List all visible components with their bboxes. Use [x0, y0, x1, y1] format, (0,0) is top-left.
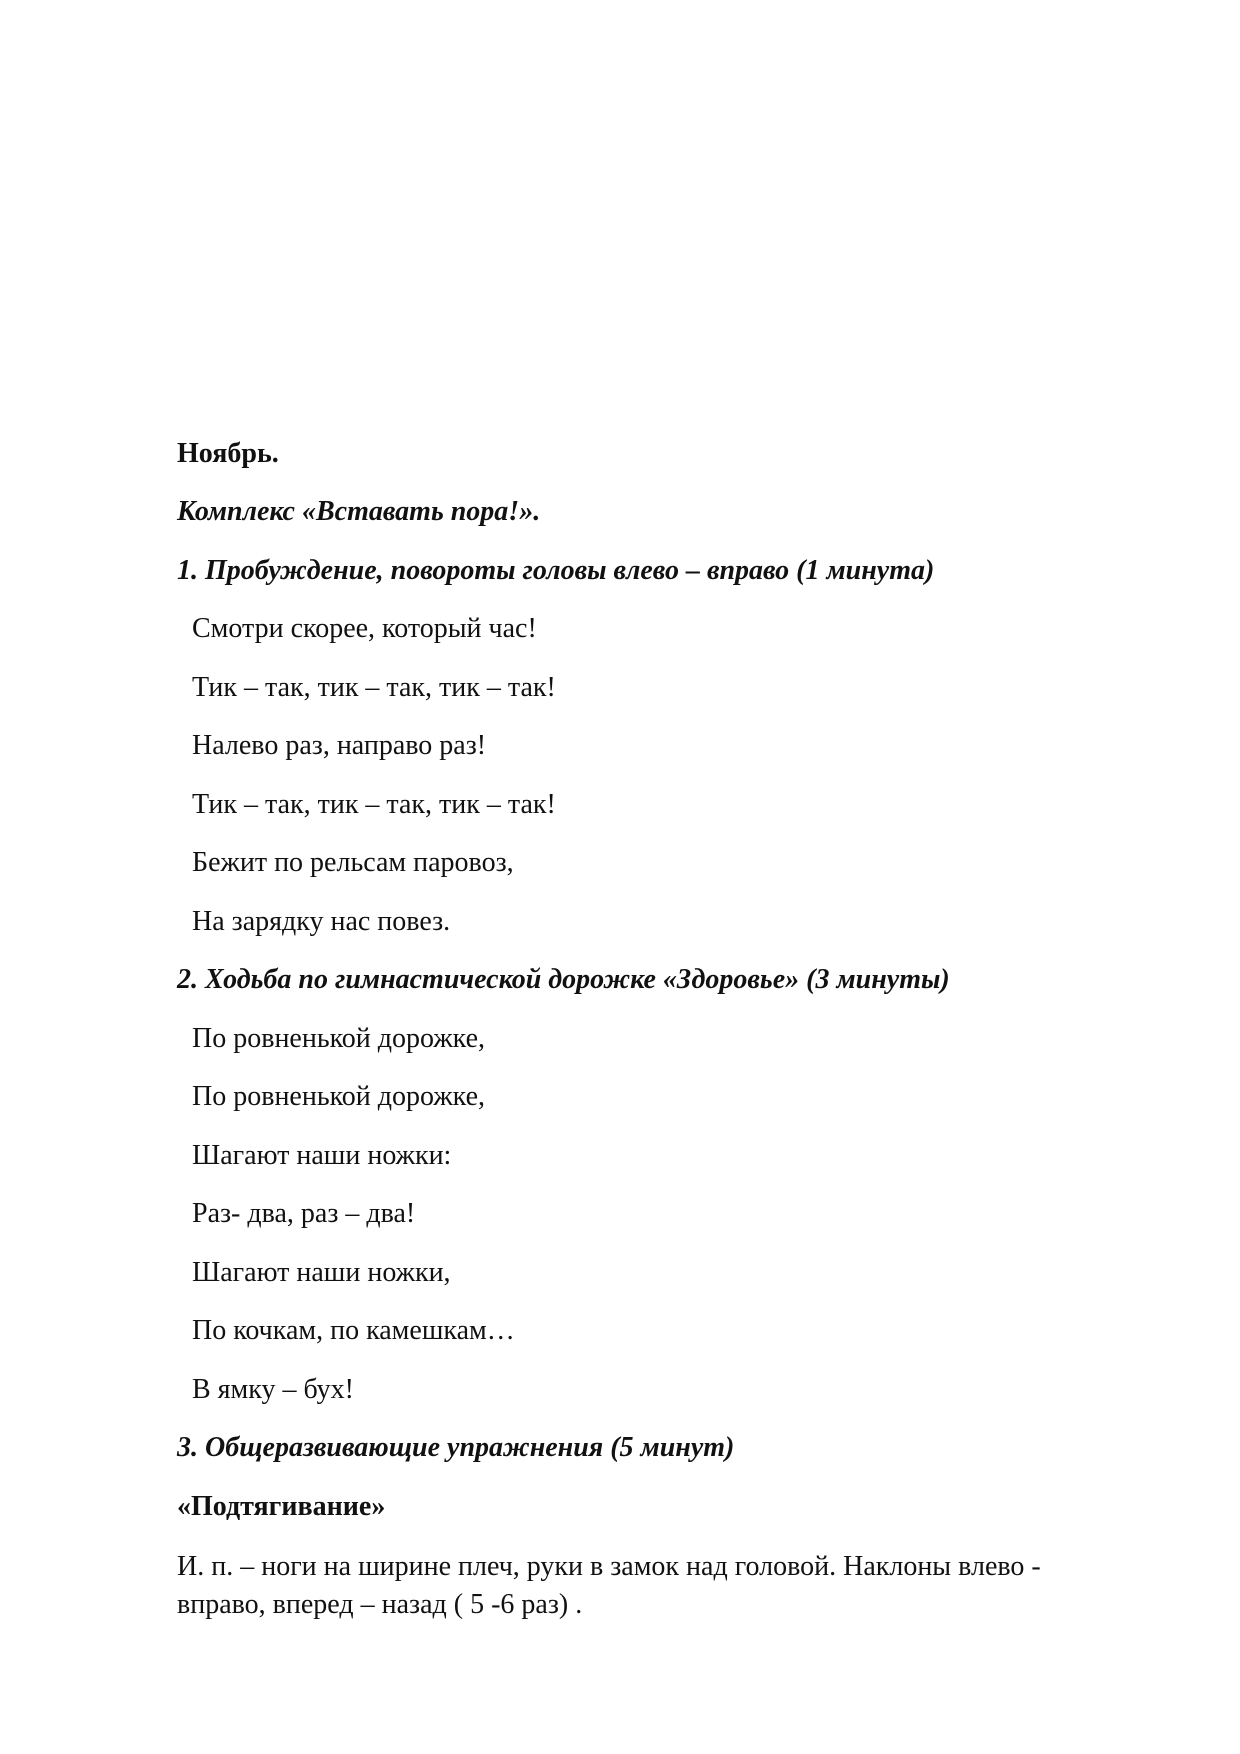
verse-line: По кочкам, по камешкам… [192, 1315, 515, 1346]
section-2-heading: 2. Ходьба по гимнастической дорожке «Здоровье» (3 минуты) [177, 964, 950, 995]
exercise-title: «Подтягивание» [177, 1491, 386, 1522]
verse-line: Тик – так, тик – так, тик – так! [192, 672, 556, 703]
verse-line: Раз- два, раз – два! [192, 1198, 416, 1229]
section-1-heading: 1. Пробуждение, повороты головы влево – вправо (1 минута) [177, 555, 935, 586]
verse-line: Тик – так, тик – так, тик – так! [192, 789, 556, 820]
verse-line: Смотри скорее, который час! [192, 613, 537, 644]
verse-line: В ямку – бух! [192, 1374, 354, 1405]
verse-line: Шагают наши ножки: [192, 1140, 452, 1171]
verse-line: На зарядку нас повез. [192, 906, 451, 937]
month-heading: Ноябрь. [177, 438, 279, 469]
verse-line: Налево раз, направо раз! [192, 730, 487, 761]
exercise-description: И. п. – ноги на ширине плеч, руки в замок над головой. Наклоны влево - вправо, вперед – назад ( 5 -6 раз) . [177, 1551, 1041, 1620]
section-3-heading: 3. Общеразвивающие упражнения (5 минут) [177, 1432, 735, 1463]
verse-line: Шагают наши ножки, [192, 1257, 451, 1288]
verse-line: По ровненькой дорожке, [192, 1081, 486, 1112]
verse-line: По ровненькой дорожке, [192, 1023, 486, 1054]
complex-title: Комплекс «Вставать пора!». [177, 496, 541, 527]
verse-line: Бежит по рельсам паровоз, [192, 847, 514, 878]
